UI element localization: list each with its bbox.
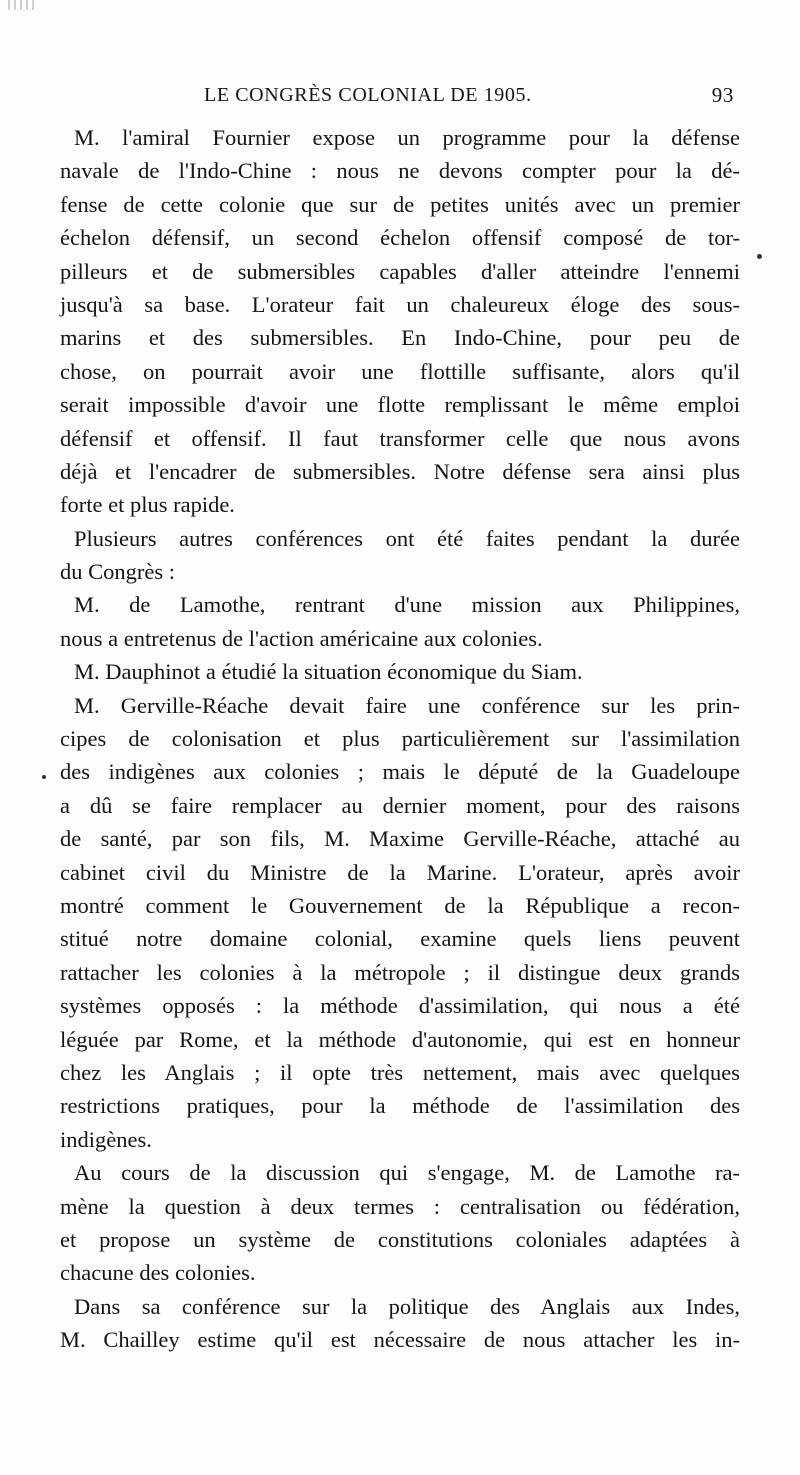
text-line: défensif et offensif. Il faut transformer celle que nous avons — [60, 425, 740, 451]
text-line: fense de cette colonie que sur de petites unités avec un premier — [60, 191, 740, 217]
text-line: cabinet civil du Ministre de la Marine. L'orateur, après avoir — [60, 859, 740, 885]
running-title: LE CONGRÈS COLONIAL DE 1905. — [204, 84, 532, 106]
text-line: systèmes opposés : la méthode d'assimilation, qui nous a été — [60, 993, 740, 1019]
text-line: chacune des colonies. — [60, 1260, 256, 1286]
text-line: stitué notre domaine colonial, examine quels liens peuvent — [60, 926, 740, 952]
text-line: du Congrès : — [60, 559, 175, 585]
text-line: chose, on pourrait avoir une flottille suffisante, alors qu'il — [60, 358, 740, 384]
scan-artifact — [8, 0, 38, 10]
text-line: déjà et l'encadrer de submersibles. Notre défense sera ainsi plus — [60, 458, 740, 484]
text-line: mène la question à deux termes : centralisation ou fédération, — [60, 1193, 740, 1219]
text-line: chez les Anglais ; il opte très nettement, mais avec quelques — [60, 1059, 740, 1085]
margin-speck — [757, 254, 762, 259]
text-line: M. l'amiral Fournier expose un programme pour la défense — [74, 125, 740, 150]
page-number: 93 — [711, 83, 734, 107]
text-line: forte et plus rapide. — [60, 492, 235, 518]
margin-speck — [42, 775, 46, 779]
text-line: et propose un système de constitutions coloniales adaptées à — [60, 1226, 740, 1252]
text-line: nous a entretenus de l'action américaine aux colonies. — [60, 625, 543, 651]
text-line: léguée par Rome, et la méthode d'autonomie, qui est en honneur — [60, 1026, 740, 1052]
text-line: navale de l'Indo-Chine : nous ne devons compter pour la dé- — [60, 158, 740, 184]
running-header — [204, 80, 734, 110]
text-line: serait impossible d'avoir une flotte remplissant le même emploi — [60, 392, 740, 418]
text-line: cipes de colonisation et plus particulièrement sur l'assimilation — [60, 726, 740, 752]
text-line: rattacher les colonies à la métropole ; il distingue deux grands — [60, 959, 740, 985]
text-line: indigènes. — [60, 1126, 152, 1152]
text-line: marins et des submersibles. En Indo-Chine, pour peu de — [60, 325, 740, 351]
text-line: M. de Lamothe, rentrant d'une mission aux Philippines, — [74, 592, 740, 618]
text-line: M. Chailley estime qu'il est nécessaire de nous attacher les in- — [60, 1327, 740, 1353]
text-line: jusqu'à sa base. L'orateur fait un chaleureux éloge des sous- — [60, 291, 740, 317]
text-line: des indigènes aux colonies ; mais le député de la Guadeloupe — [60, 759, 740, 785]
body-text — [60, 121, 740, 1356]
text-line: de santé, par son fils, M. Maxime Gerville-Réache, attaché au — [60, 826, 740, 852]
text-line: a dû se faire remplacer au dernier moment, pour des raisons — [60, 792, 740, 818]
text-line: restrictions pratiques, pour la méthode de l'assimilation des — [60, 1093, 740, 1119]
text-line: M. Gerville-Réache devait faire une conférence sur les prin- — [74, 692, 740, 718]
text-line: Plusieurs autres conférences ont été faites pendant la durée — [74, 525, 740, 551]
text-line: pilleurs et de submersibles capables d'aller atteindre l'ennemi — [60, 258, 740, 284]
text-line: échelon défensif, un second échelon offensif composé de tor- — [60, 225, 740, 251]
text-line: montré comment le Gouvernement de la République a recon- — [60, 892, 740, 918]
text-line: M. Dauphinot a étudié la situation économique du Siam. — [74, 659, 583, 685]
text-line: Dans sa conférence sur la politique des Anglais aux Indes, — [74, 1293, 740, 1319]
text-line: Au cours de la discussion qui s'engage, M. de Lamothe ra- — [74, 1160, 740, 1186]
